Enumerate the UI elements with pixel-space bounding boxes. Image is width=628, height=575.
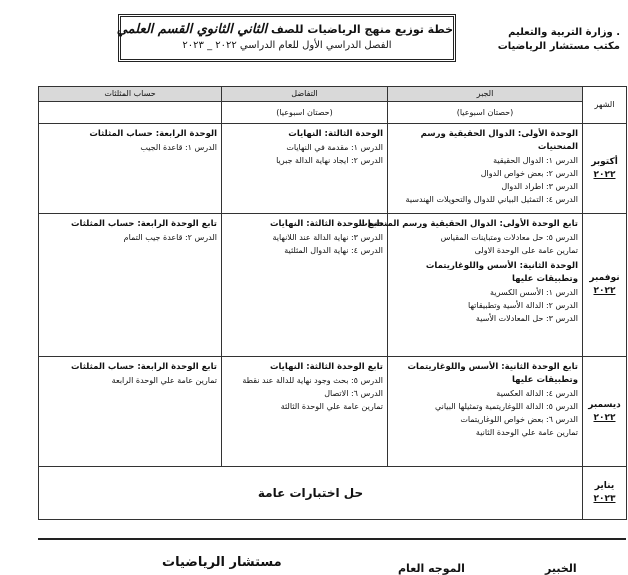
lesson-line: الدرس ٦: الاتصال: [324, 389, 383, 398]
lesson-line: الدرس ٢: الدالة الأسية وتطبيقاتها: [468, 301, 578, 310]
calculus-cell: [222, 124, 388, 214]
unit-title: تابع الوحدة الأولى: الدوال الحقيقية ورسم المنحنيات: [359, 219, 578, 229]
month-year: ٢٠٢٢: [593, 286, 616, 296]
month-year: ٢٠٢٢: [593, 169, 616, 180]
lesson-line: الدرس ١: قاعدة الجيب: [140, 143, 217, 152]
periods-row: [39, 102, 627, 124]
unit-title: تابع الوحدة الرابعة: حساب المثلثات: [70, 362, 217, 372]
divider: [38, 538, 626, 540]
lesson-line: الدرس ١: مقدمة في النهايات: [286, 143, 383, 152]
month-name: نوفمبر: [589, 273, 620, 283]
title-prefix: خطة توزيع منهج الرياضيات للصف: [271, 23, 453, 36]
lesson-line: تمارين عامة على الوحدة الاولى: [474, 246, 578, 255]
month-name: يناير: [594, 481, 615, 491]
month-column-header: الشهر: [583, 87, 627, 124]
title-line: [116, 21, 453, 39]
lesson-line: الدرس ٣: اطراد الدوال: [501, 182, 578, 191]
lesson-line: الدرس ٥: بحث وجود نهاية للدالة عند نقطة: [242, 376, 383, 385]
lesson-line: الدرس ١: الأسس الكسرية: [490, 288, 578, 297]
month-cell: [583, 467, 627, 520]
footer-left-label: الموجه العام: [398, 562, 465, 575]
algebra-periods: (حصتان اسبوعيا): [388, 102, 583, 124]
month-name: ديسمبر: [588, 399, 621, 410]
lesson-line: الدرس ٢: ايجاد نهاية الدالة جبريا: [276, 156, 383, 165]
footer-right-label: الخبير: [545, 562, 577, 575]
algebra-cell: [359, 214, 583, 357]
ministry-header: [498, 26, 620, 54]
month-cell: [583, 124, 627, 214]
office-name: مكتب مستشار الرياضيات: [497, 41, 620, 52]
ministry-name: . وزارة التربية والتعليم: [508, 27, 620, 38]
signature-label: مستشار الرياضيات: [162, 555, 282, 570]
trig-column-header: حساب المثلثات: [39, 87, 222, 102]
lesson-line: الدرس ١: الدوال الحقيقية: [493, 156, 578, 165]
month-cell: [583, 357, 627, 467]
title-grade: الثاني الثانوي القسم العلمي: [116, 22, 268, 37]
lesson-line: الدرس ٦: بعض خواص اللوغاريتمات: [460, 415, 578, 424]
calculus-cell: [222, 214, 388, 357]
unit-title: تابع الوحدة الرابعة: حساب المثلثات: [70, 219, 217, 229]
lesson-line: الدرس ٢: قاعدة جيب التمام: [123, 233, 217, 242]
lesson-line: الدرس ٢: بعض خواص الدوال: [480, 169, 578, 178]
lesson-line: تمارين عامة علي الوحدة الرابعة: [111, 376, 217, 385]
table-row: [39, 124, 627, 214]
trig-cell: [39, 357, 222, 467]
curriculum-table: [38, 86, 627, 520]
algebra-column-header: الجبر: [388, 87, 583, 102]
general-exams-cell: حل اختبارات عامة: [39, 467, 583, 520]
unit-title: تابع الوحدة الثالثة: النهايات: [269, 362, 383, 372]
trig-cell: [39, 124, 222, 214]
table-row: [39, 467, 627, 520]
lesson-line: الدرس ٤: الدالة العكسية: [496, 389, 578, 398]
month-year: ٢٠٢٢: [593, 412, 616, 423]
lesson-line: الدرس ٤: نهاية الدوال المثلثية: [284, 246, 383, 255]
lesson-line: الدرس ٥: حل معادلات ومتباينات المقياس: [440, 233, 578, 242]
algebra-cell: [388, 124, 583, 214]
lesson-line: تمارين عامة علي الوحدة الثالثة: [280, 402, 383, 411]
table-row: [39, 214, 627, 357]
unit-title: تابع الوحدة الثانية: الأسس واللوغاريتمات وتطبيقات عليها: [407, 362, 578, 385]
table-header-row: [39, 87, 627, 102]
lesson-line: الدرس ٤: التمثيل البياني للدوال والتحويلات الهندسية: [405, 195, 578, 204]
month-year: ٢٠٢٣: [593, 494, 616, 504]
lesson-line: تمارين عامة علي الوحدة الثانية: [475, 428, 578, 437]
calculus-column-header: التفاضل: [222, 87, 388, 102]
unit-title: تابع الوحدة الثالثة: النهايات: [269, 219, 383, 229]
algebra-cell: [388, 357, 583, 467]
lesson-line: الدرس ٥: الدالة اللوغاريتمية وتمثيلها البياني: [434, 402, 578, 411]
calculus-cell: [222, 357, 388, 467]
trig-periods: [39, 102, 222, 124]
subtitle: الفصل الدراسي الأول للعام الدراسي ٢٠٢٢ _ ٢٠٢٣: [182, 40, 392, 51]
lesson-line: الدرس ٣: حل المعادلات الأسية: [475, 314, 578, 323]
trig-cell: [39, 214, 222, 357]
title-box: [118, 14, 456, 62]
unit-title: الوحدة الرابعة: حساب المثلثات: [89, 129, 217, 139]
unit-title: الوحدة الثانية: الأسس واللوغاريتمات وتطبيقات عليها: [425, 261, 578, 284]
month-name: أكتوبر: [591, 156, 618, 167]
lesson-line: الدرس ٣: نهاية الدالة عند اللانهاية: [272, 233, 383, 242]
unit-title: الوحدة الأولى: الدوال الحقيقية ورسم المنحنيات: [420, 129, 578, 152]
month-cell: [583, 214, 627, 357]
table-row: [39, 357, 627, 467]
unit-title: الوحدة الثالثة: النهايات: [288, 129, 383, 139]
calculus-periods: (حصتان اسبوعيا): [222, 102, 388, 124]
